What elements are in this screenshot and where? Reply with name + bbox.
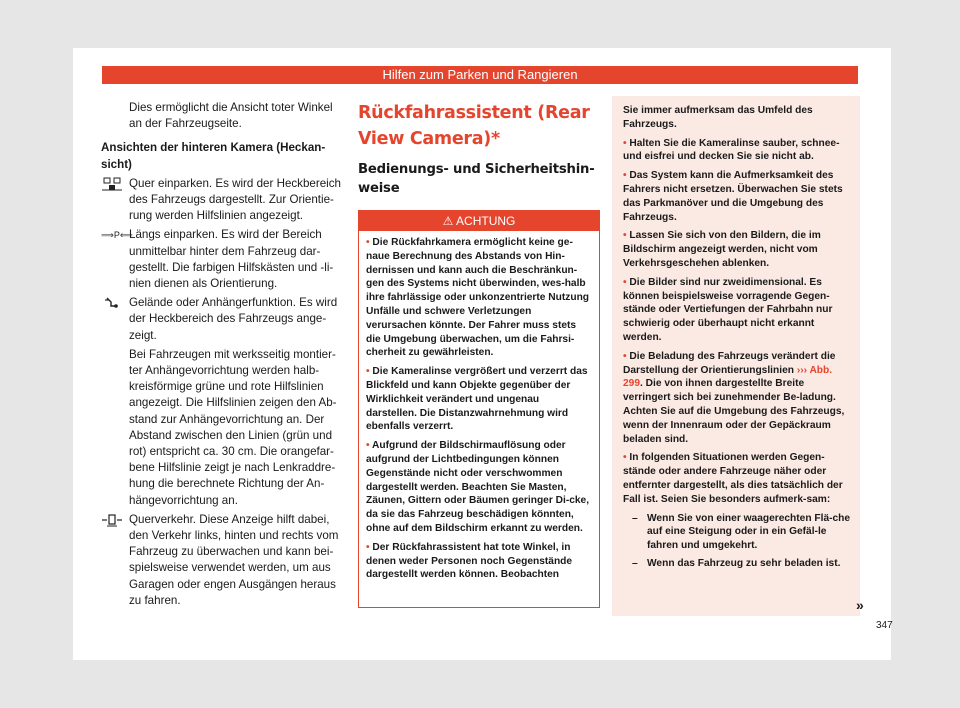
warning-bullet: • Aufgrund der Bildschirmauflösung oder aufgrund der Lichtbedingungen können Gegenstände nicht oder verschwommen dargestellt werden. Beachten Sie Masten, Zäunen, Gittern oder Bäumen geringer Di-cke, da sie das Fahrzeug beschädigen könnten, ohne auf dem Bildschirm erkannt zu werden. xyxy=(366,440,590,534)
view-item-text: Gelände oder Anhängerfunktion. Es wird der Heckbereich des Fahrzeugs ange-zeigt. xyxy=(129,296,338,342)
warning-continuation-box xyxy=(612,96,860,616)
warning-bullet: • Halten Sie die Kameralinse sauber, schnee- und eisfrei und decken Sie sie nicht ab. xyxy=(623,137,840,163)
warning-bullet: • Lassen Sie sich von den Bildern, die im Bildschirm angezeigt werden, nicht vom Verkehrsgeschehen ablenken. xyxy=(623,230,821,269)
intro-text: Dies ermöglicht die Ansicht toter Winkel an der Fahrzeugseite. xyxy=(129,101,333,131)
warning-bullet: • Die Rückfahrkamera ermöglicht keine ge-naue Berechnung des Abstands von Hin-dernissen und kann auch die Beschränkun-gen des Systems nicht überwinden, wes-halb ihre fahrlässige oder unkonzentrierte Nutzung Unfälle und schwere Verletzungen verursachen könnte. Der Fahrer muss stets die Umgebung überwachen, um die Fahrsi-cherheit zu gewährleisten. xyxy=(366,237,590,359)
dash-item: – Wenn das Fahrzeug zu sehr beladen ist. xyxy=(632,557,841,569)
trailer-hitch-icon xyxy=(101,296,123,310)
section-title: Rückfahrassistent (Rear View Camera)* xyxy=(358,103,590,149)
view-item-lengthwise xyxy=(101,227,346,292)
page-header xyxy=(102,66,858,84)
parallel-parking-view-icon xyxy=(101,177,123,191)
lengthwise-parking-view-icon: ⟹P⟸ xyxy=(101,230,133,241)
warning-bullet: • Die Kameralinse vergrößert und verzerrt das Blickfeld und kann Objekte gegenüber der Wirklichkeit verändert und ungenau darstellen. Die Distanzwahrnehmung wird ebenfalls verzerrt. xyxy=(366,366,588,433)
warning-bullet: • Die Bilder sind nur zweidimensional. Es können beispielsweise vorragende Gegen-stände oder Vertiefungen der Fahrbahn nur schwierig oder überhaupt nicht erkannt werden. xyxy=(623,276,833,343)
page-number: 347 xyxy=(876,620,893,631)
view-item-cross-traffic xyxy=(101,512,346,609)
continue-marker: » xyxy=(856,597,864,613)
figure-reference-link[interactable]: ››› Abb. 299 xyxy=(623,364,833,390)
view-item-trailer xyxy=(101,295,346,509)
view-item-text: Längs einparken. Es wird der Bereich unmittelbar hinter dem Fahrzeug dar-gestellt. Die farbigen Hilfskästen und -li-nien dienen als Orientierung. xyxy=(129,228,334,291)
warning-continuation-body xyxy=(612,96,860,571)
dash-item: – Wenn Sie von einer waagerechten Flä-che auf eine Steigung oder in ein Gefäl-le fahren und umgekehrt. xyxy=(632,512,851,552)
warning-bullet: • Das System kann die Aufmerksamkeit des Fahrers nicht ersetzen. Überwachen Sie stets das Parkmanöver und die Umgebung des Fahrzeugs. xyxy=(623,170,843,223)
header-title: Hilfen zum Parken und Rangieren xyxy=(382,67,578,82)
warning-body xyxy=(359,231,599,582)
warning-bullet: • In folgenden Situationen werden Gegen-stände oder andere Fahrzeuge näher oder entfernter dargestellt, als dies tatsächlich der Fall ist. Seien Sie besonders aufmerk-sam: xyxy=(623,452,843,505)
warning-box xyxy=(358,210,600,608)
view-item-text: Querverkehr. Diese Anzeige hilft dabei, den Verkehr links, hinten und rechts vom Fahrzeug zu überwachen und kann bei-spielsweise verwendet werden, um aus Garagen oder engen Ausgängen heraus zu fahren. xyxy=(129,512,339,607)
continuation-intro: Sie immer aufmerksam das Umfeld des Fahrzeugs. xyxy=(623,105,813,130)
trailer-explanation: Bei Fahrzeugen mit werksseitig montier-ter Anhängevorrichtung werden halb-kreisförmige grüne und rote Hilfslinien angezeigt. Die Hilfslinien zeigen den Ab-stand zur Anhängevorrichtung an. Der Abstand zwischen den Linien (grün und rot) entspricht ca. 30 cm. Die orangefar-bene Hilfslinie zeigt je nach Lenkraddre-hung die berechnete Richtung der An-hängevorrichtung an. xyxy=(129,347,337,507)
middle-column xyxy=(358,100,602,198)
warning-bullet: • Die Beladung des Fahrzeugs verändert die Darstellung der Orientierungslinien ››› Abb. 299. Die von ihnen dargestellte Breite verringert sich bei zunehmender Be-ladung. Achten Sie auf die Umgebung des Fahrzeugs, wenn der Innenraum oder der Gepäckraum beladen sind. xyxy=(623,350,845,445)
cross-traffic-icon xyxy=(101,513,123,527)
left-column xyxy=(101,100,346,609)
section-subtitle: Bedienungs- und Sicherheitshin-weise xyxy=(358,162,595,196)
view-item-parallel xyxy=(101,176,346,225)
warning-bullet: • Der Rückfahrassistent hat tote Winkel, in denen weder Personen noch Gegenstände dargestellt werden können. Beobachten xyxy=(366,541,573,581)
section-subheading: Ansichten der hinteren Kamera (Heckan-sicht) xyxy=(101,141,326,171)
warning-triangle-icon: ⚠ xyxy=(442,214,454,228)
view-item-text: Quer einparken. Es wird der Heckbereich des Fahrzeugs dargestellt. Zur Orientie-rung werden Hilfslinien angezeigt. xyxy=(129,176,342,223)
warning-header xyxy=(359,211,599,231)
warning-label: ACHTUNG xyxy=(456,214,516,228)
